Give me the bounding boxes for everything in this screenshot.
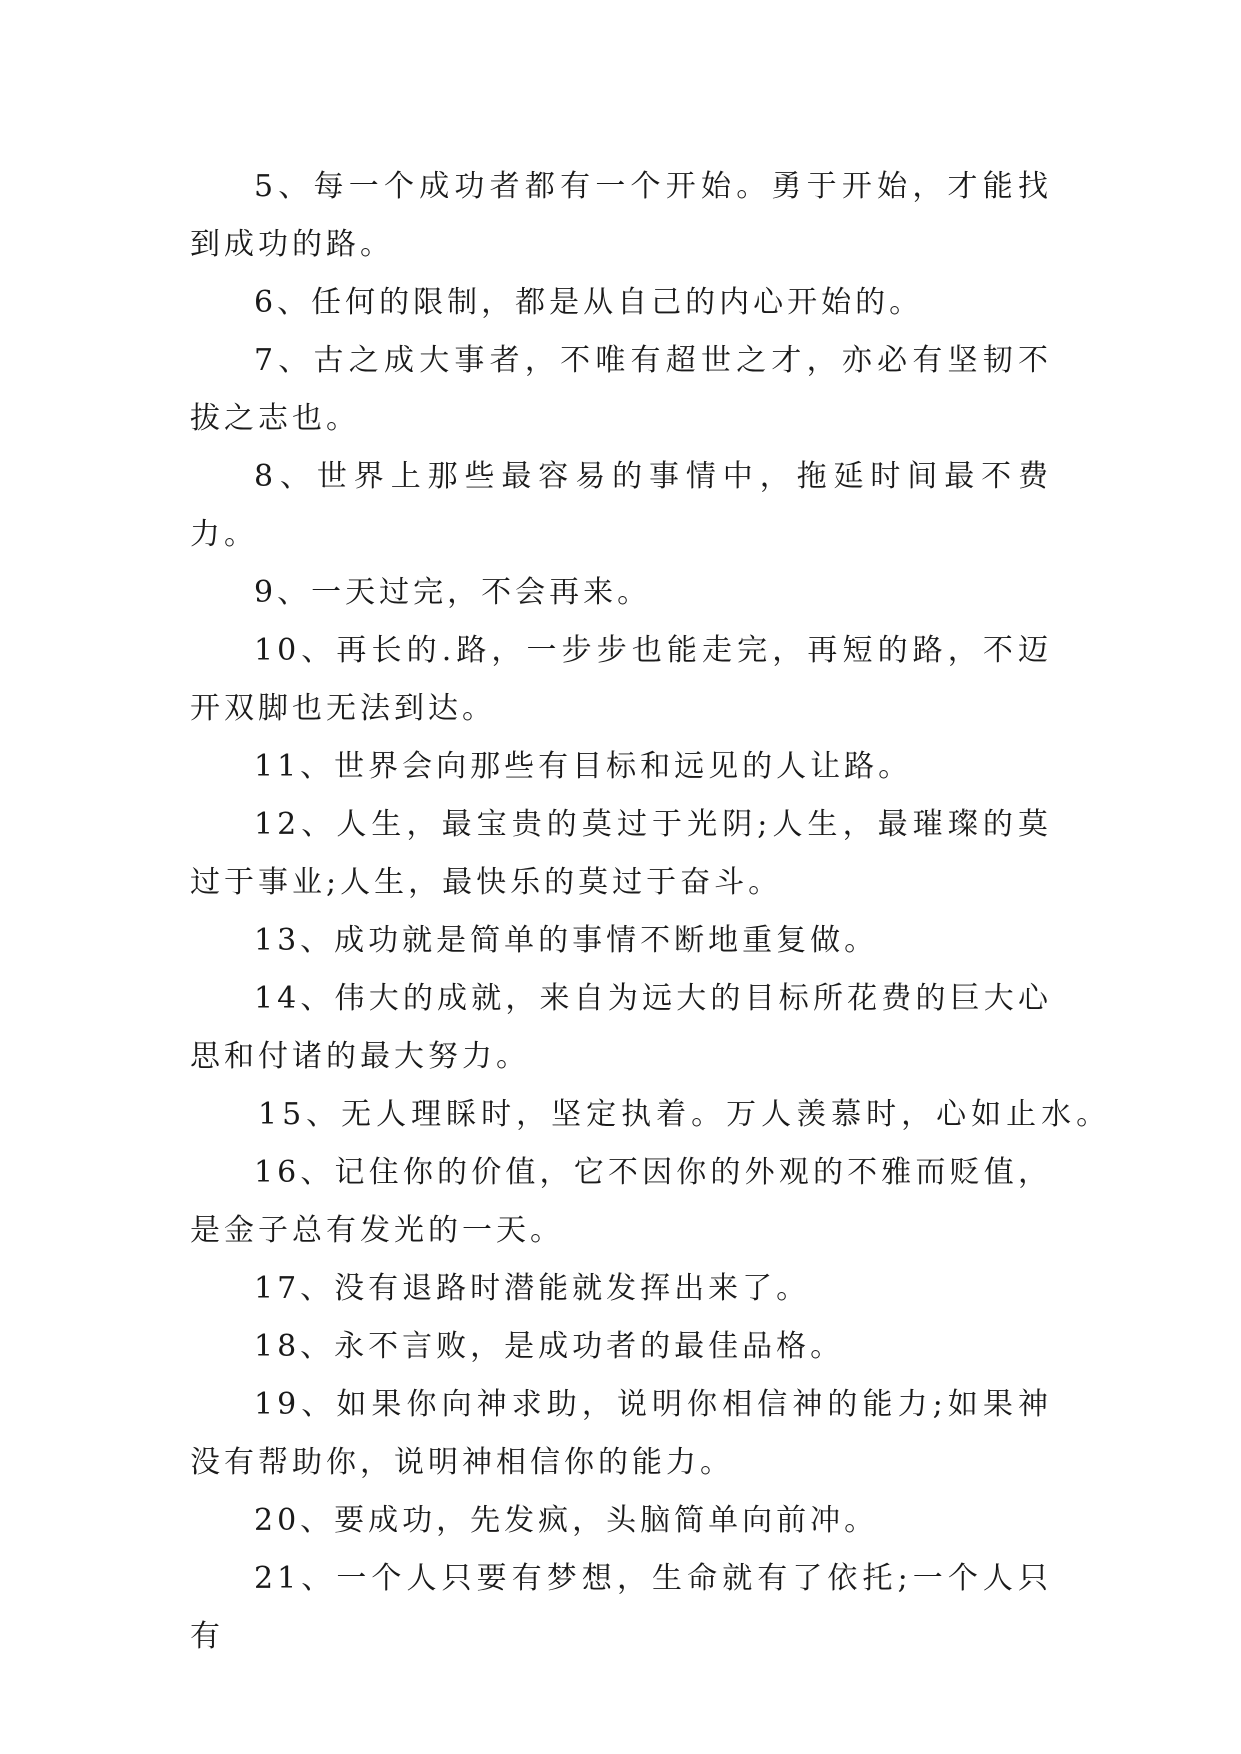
paragraph-item-12: 12、人生，最宝贵的莫过于光阴;人生，最璀璨的莫过于事业;人生，最快乐的莫过于奋斗。: [190, 807, 1052, 900]
paragraph-item-10: 10、再长的.路，一步步也能走完，再短的路，不迈开双脚也无法到达。: [190, 633, 1052, 726]
paragraph-item-15: 15、无人理睬时，坚定执着。万人羡慕时，心如止水。: [258, 1097, 1112, 1132]
paragraph-item-7: 7、古之成大事者，不唯有超世之才，亦必有坚韧不拔之志也。: [190, 343, 1052, 436]
paragraph-item-18: 18、永不言败，是成功者的最佳品格。: [254, 1329, 845, 1364]
paragraph-item-6: 6、任何的限制，都是从自己的内心开始的。: [254, 285, 924, 320]
paragraph-item-19: 19、如果你向神求助，说明你相信神的能力;如果神没有帮助你，说明神相信你的能力。: [190, 1387, 1052, 1480]
paragraph-item-21: 21、一个人只要有梦想，生命就有了依托;一个人只有: [190, 1561, 1052, 1654]
paragraph-item-8: 8、世界上那些最容易的事情中，拖延时间最不费力。: [190, 459, 1052, 552]
paragraph-item-17: 17、没有退路时潜能就发挥出来了。: [254, 1271, 811, 1306]
paragraph-item-9: 9、一天过完，不会再来。: [254, 575, 652, 610]
paragraph-item-14: 14、伟大的成就，来自为远大的目标所花费的巨大心思和付诸的最大努力。: [190, 981, 1052, 1074]
paragraph-item-13: 13、成功就是简单的事情不断地重复做。: [254, 923, 879, 958]
paragraph-item-5: 5、每一个成功者都有一个开始。勇于开始，才能找到成功的路。: [190, 169, 1052, 262]
paragraph-item-11: 11、世界会向那些有目标和远见的人让路。: [254, 749, 913, 784]
document-body: [190, 158, 1112, 1666]
paragraph-item-16: 16、记住你的价值，它不因你的外观的不雅而贬值，是金子总有发光的一天。: [190, 1155, 1052, 1248]
paragraph-item-20: 20、要成功，先发疯，头脑简单向前冲。: [254, 1503, 879, 1538]
